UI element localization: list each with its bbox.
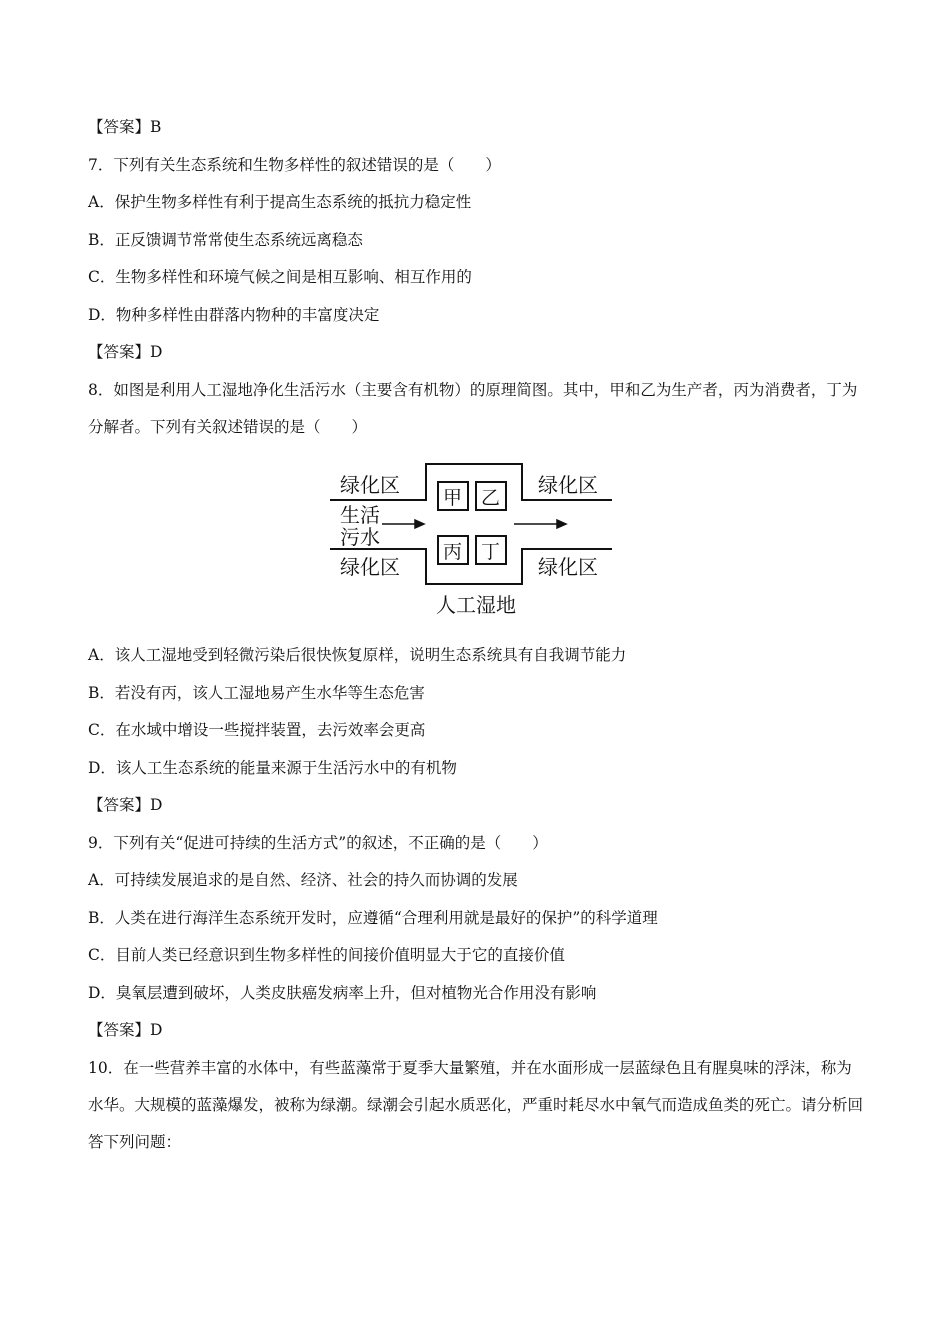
q8-option-a: A．该人工湿地受到轻微污染后很快恢复原样，说明生态系统具有自我调节能力 — [88, 646, 627, 664]
q8-option-b: B．若没有丙，该人工湿地易产生水华等生态危害 — [88, 684, 425, 702]
q8-answer: 【答案】D — [88, 796, 163, 814]
q7-answer: 【答案】D — [88, 343, 163, 361]
label-bottom-right: 绿化区 — [538, 555, 598, 579]
label-inflow-1: 生活 — [340, 503, 380, 527]
q6-answer: 【答案】B — [88, 118, 162, 136]
q7-stem: 7．下列有关生态系统和生物多样性的叙述错误的是（ ） — [88, 156, 501, 174]
q7-option-b: B．正反馈调节常常使生态系统远离稳态 — [88, 231, 363, 249]
label-yi: 乙 — [481, 487, 501, 509]
q9-option-c: C．目前人类已经意识到生物多样性的间接价值明显大于它的直接价值 — [88, 946, 565, 964]
label-inflow-2: 污水 — [340, 525, 380, 549]
q8-option-d: D．该人工生态系统的能量来源于生活污水中的有机物 — [88, 759, 457, 777]
label-ding: 丁 — [481, 541, 501, 563]
q8-option-c: C．在水域中增设一些搅拌装置，去污效率会更高 — [88, 721, 426, 739]
outflow-arrow-head — [557, 520, 566, 528]
label-jia: 甲 — [443, 487, 463, 509]
q9-option-d: D．臭氧层遭到破坏，人类皮肤癌发病率上升，但对植物光合作用没有影响 — [88, 984, 597, 1002]
q9-answer: 【答案】D — [88, 1021, 163, 1039]
q9-option-a: A．可持续发展追求的是自然、经济、社会的持久而协调的发展 — [88, 871, 518, 889]
q7-option-d: D．物种多样性由群落内物种的丰富度决定 — [88, 306, 380, 324]
label-bing: 丙 — [443, 541, 463, 563]
q9-stem: 9．下列有关“促进可持续的生活方式”的叙述，不正确的是（ ） — [88, 834, 548, 852]
diagram-caption: 人工湿地 — [436, 593, 516, 617]
label-bottom-left: 绿化区 — [340, 555, 400, 579]
q9-option-b: B．人类在进行海洋生态系统开发时，应遵循“合理利用就是最好的保护”的科学道理 — [88, 909, 658, 927]
label-top-right: 绿化区 — [538, 473, 598, 497]
wetland-diagram — [326, 460, 616, 620]
q7-option-a: A．保护生物多样性有利于提高生态系统的抵抗力稳定性 — [88, 193, 472, 211]
q10-stem: 10．在一些营养丰富的水体中，有些蓝藻常于夏季大量繁殖，并在水面形成一层蓝绿色且有腥臭味的浮沫，称为水华。大规模的蓝藻爆发，被称为绿潮。绿潮会引起水质恶化，严重时耗尽水中氧气而造成鱼类的死亡。请分析回答下列问题： — [88, 1059, 864, 1151]
label-top-left: 绿化区 — [340, 473, 400, 497]
q8-stem: 8．如图是利用人工湿地净化生活污水（主要含有机物）的原理简图。其中，甲和乙为生产者，丙为消费者，丁为分解者。下列有关叙述错误的是（ ） — [88, 381, 858, 436]
q7-option-c: C．生物多样性和环境气候之间是相互影响、相互作用的 — [88, 268, 472, 286]
inflow-arrow-head — [415, 520, 424, 528]
